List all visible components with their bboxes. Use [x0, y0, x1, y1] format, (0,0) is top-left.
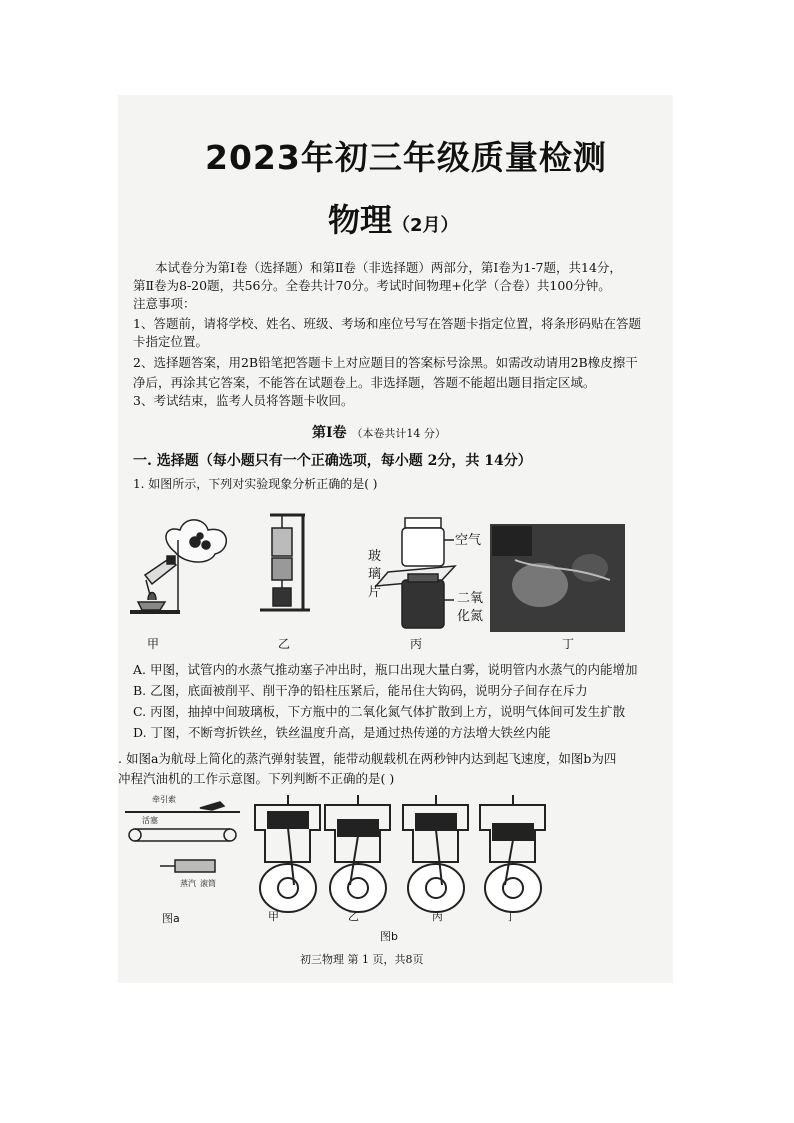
- q1-figures: [120, 510, 640, 655]
- page-footer: 初三物理 第 1 页，共8页: [300, 953, 424, 966]
- q1-stem: 1. 如图所示，下列对实验现象分析正确的是( ): [133, 477, 378, 491]
- q1-option-d: D. 丁图，不断弯折铁丝，铁丝温度升高，是通过热传递的方法增大铁丝内能: [133, 725, 551, 740]
- notice-item-3: 3、考试结束，监考人员将答题卡收回。: [133, 393, 354, 408]
- label-glass-3: 片: [368, 585, 382, 600]
- fig-label-ding: 丁: [562, 637, 575, 651]
- label-no2-1: 二氧: [457, 591, 484, 606]
- fig-label-yi: 乙: [278, 637, 291, 651]
- exam-title: 2023年初三年级质量检测: [205, 138, 607, 177]
- fig-jia-apparatus: [130, 520, 226, 612]
- section-note: （本卷共计14 分）: [351, 427, 446, 440]
- q1-option-b: B. 乙图，底面被削平、削干净的铅柱压紧后，能吊住大钩码，说明分子间存在斥力: [133, 683, 588, 698]
- notice-item-1b: 卡指定位置。: [133, 334, 209, 349]
- part-heading: 一. 选择题（每小题只有一个正确选项，每小题 2分，共 14分）: [133, 453, 532, 469]
- notice-item-2b: 净后，再涂其它答案，不能答在试题卷上。非选择题，答题不能超出题目指定区域。: [133, 375, 596, 390]
- subject-name: 物理: [328, 201, 393, 239]
- exam-month: （2月）: [392, 215, 459, 236]
- fig-a-part-4: 滚筒: [200, 879, 216, 888]
- engine-label-bing: 丙: [432, 910, 443, 923]
- fig-a-label: 图a: [162, 912, 180, 925]
- fig-label-jia: 甲: [147, 637, 160, 651]
- notice-item-1a: 1、答题前，请将学校、姓名、班级、考场和座位号写在答题卡指定位置，将条形码贴在答题: [133, 316, 641, 331]
- intro-line-1: 本试卷分为第Ⅰ卷（选择题）和第Ⅱ卷（非选择题）两部分，第Ⅰ卷为1-7题，共14分，: [155, 260, 622, 275]
- fig-b-label: 图b: [380, 930, 398, 943]
- fig-yi-apparatus: [260, 515, 310, 610]
- q1-option-a: A. 甲图，试管内的水蒸气推动塞子冲出时，瓶口出现大量白雾，说明管内水蒸气的内能增加: [133, 662, 638, 677]
- section-title: [312, 422, 446, 442]
- subject-title: [328, 195, 459, 241]
- section-name: 第Ⅰ卷: [312, 425, 347, 441]
- engine-label-yi: 乙: [348, 910, 359, 923]
- label-glass-2: 璃: [368, 567, 382, 582]
- engine-label-jia: 甲: [268, 910, 279, 923]
- q1-option-c: C. 丙图，抽掉中间玻璃板，下方瓶中的二氧化氮气体扩散到上方，说明气体间可发生扩散: [133, 704, 626, 719]
- fig-a-part-3: 蒸汽: [180, 879, 196, 888]
- label-air: 空气: [455, 533, 482, 548]
- q2-figures: [120, 790, 560, 950]
- fig-ding-photo: [490, 524, 625, 632]
- fig-a-part-1: 牵引索: [152, 795, 176, 804]
- q2-stem-2: 冲程汽油机的工作示意图。下列判断不正确的是( ): [118, 771, 395, 786]
- engine-bing: [403, 795, 468, 912]
- fig-a-part-2: 活塞: [142, 816, 158, 825]
- fig-label-bing: 丙: [410, 637, 423, 651]
- engine-jia: [255, 795, 320, 912]
- notice-item-2a: 2、选择题答案，用2B铅笔把答题卡上对应题目的答案标号涂黑。如需改动请用2B橡皮擦干: [133, 355, 638, 370]
- engine-yi: [325, 795, 390, 912]
- notice-title: 注意事项：: [133, 296, 196, 311]
- engine-label-ding: 丁: [505, 910, 516, 923]
- intro-line-2: 第Ⅱ卷为8-20题，共56分。全卷共计70分。考试时间物理+化学（合卷）共100分钟。: [133, 278, 611, 293]
- label-glass-1: 玻: [368, 549, 382, 564]
- fig-bing-apparatus: [376, 518, 455, 628]
- engine-ding: [480, 795, 545, 912]
- q2-stem-1: . 如图a为航母上简化的蒸汽弹射装置，能带动舰载机在两秒钟内达到起飞速度，如图b为四: [118, 751, 617, 766]
- label-no2-2: 化氮: [457, 609, 484, 624]
- fig-a-catapult: [125, 802, 240, 872]
